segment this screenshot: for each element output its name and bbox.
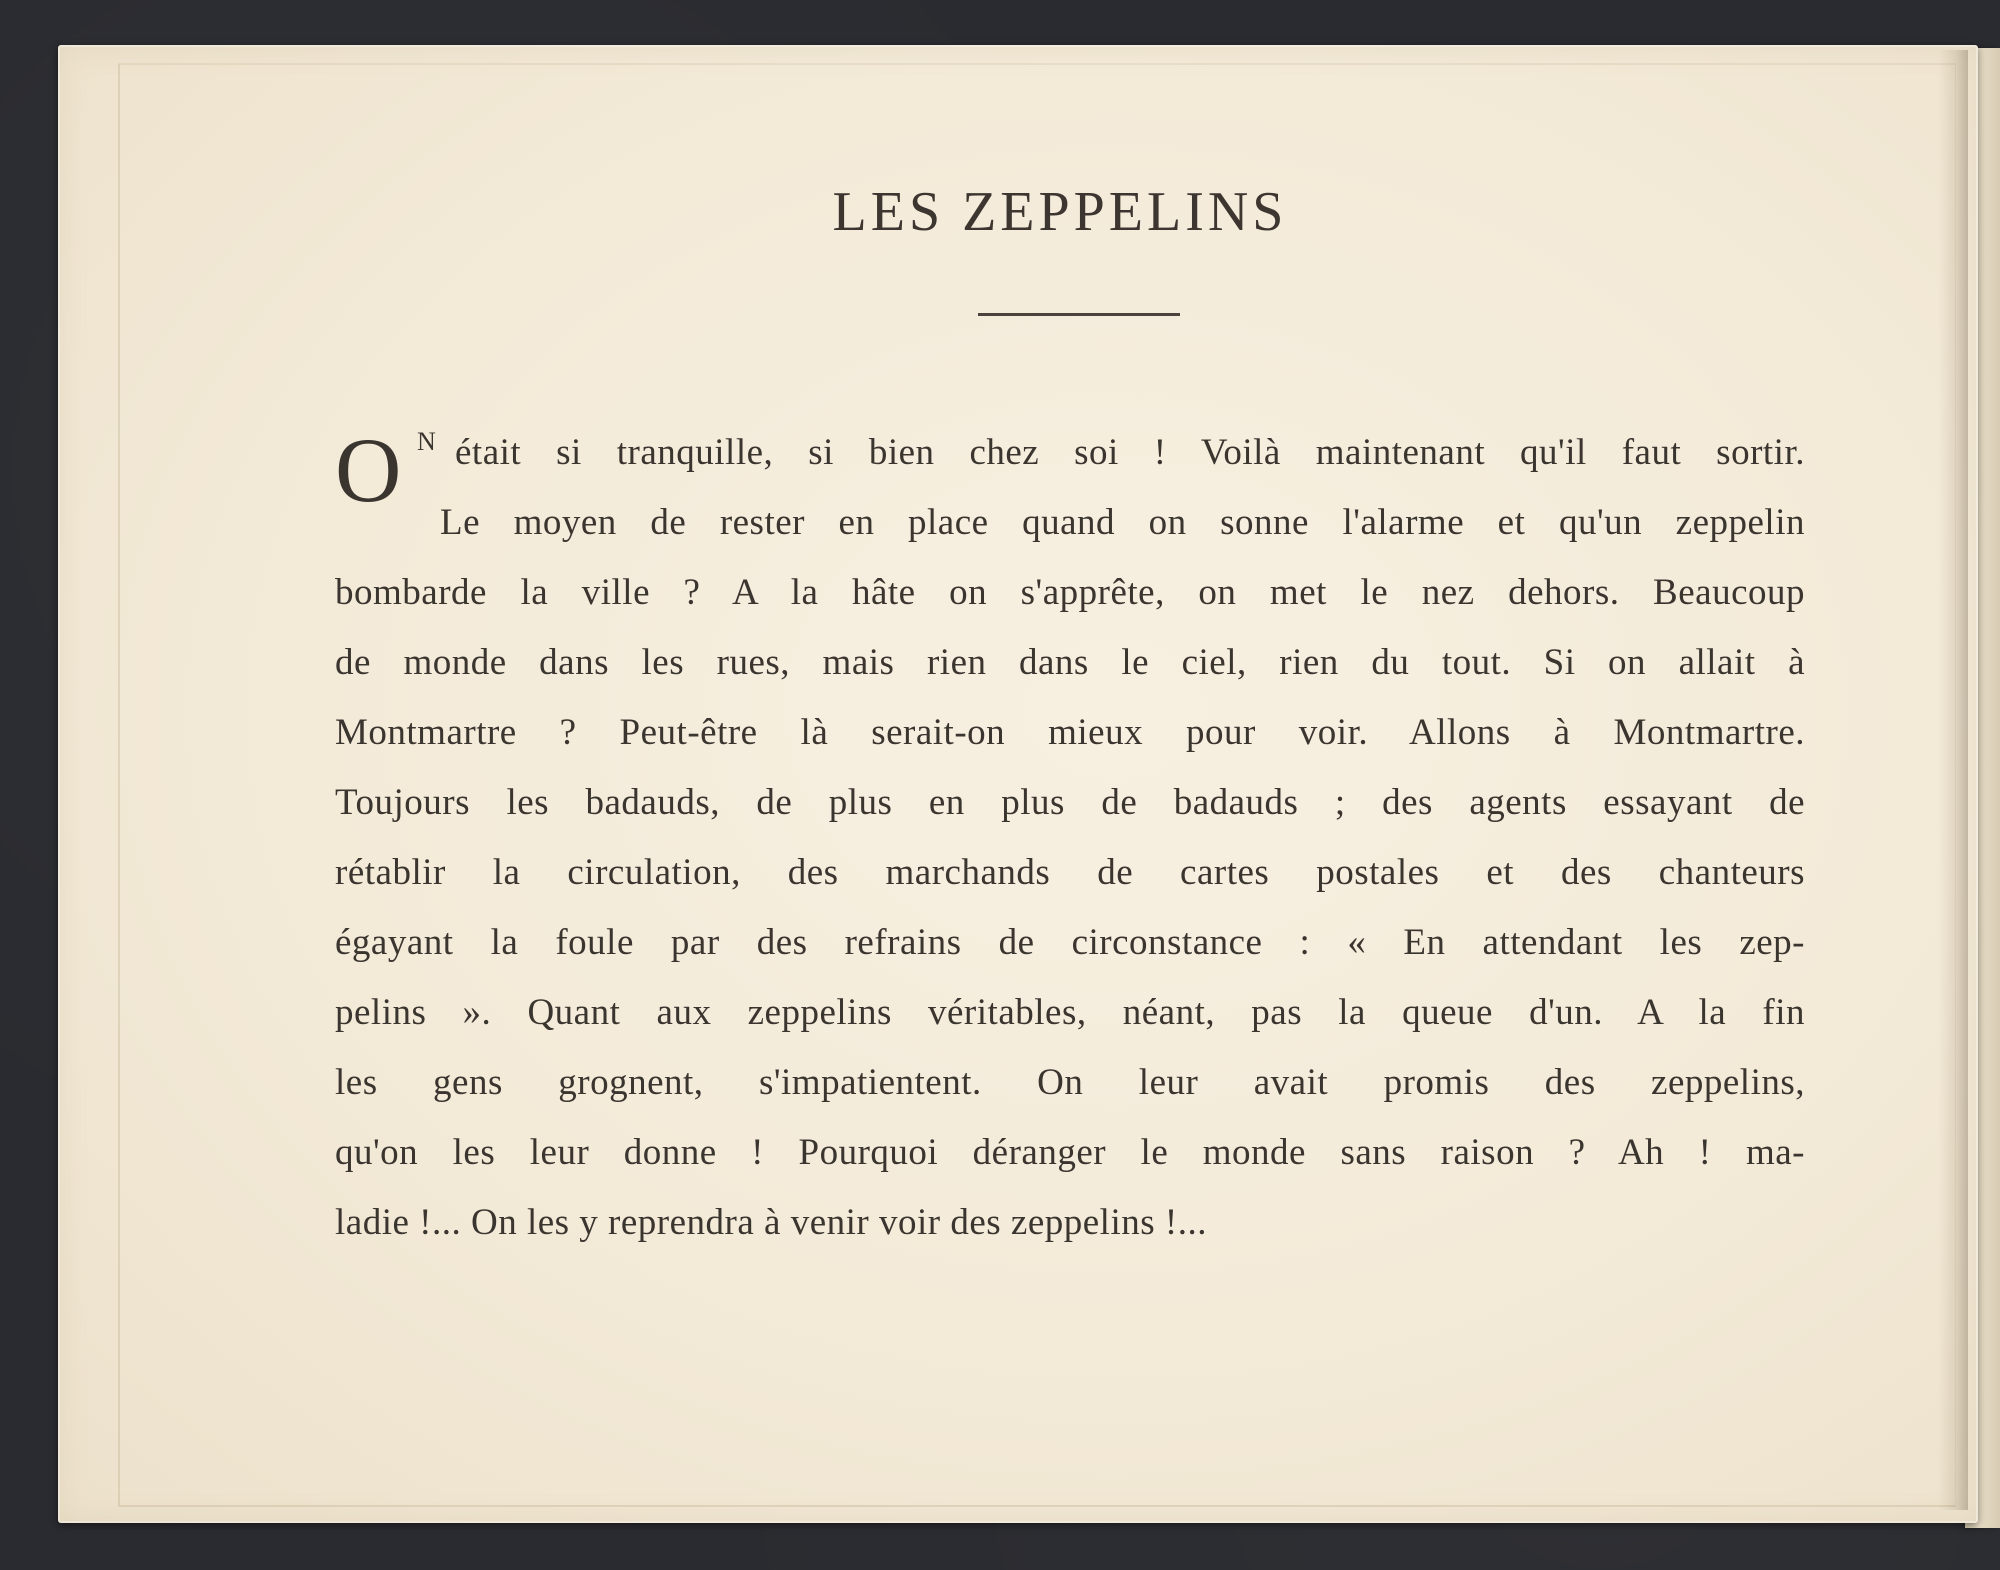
text-line: rétablir la circulation, des marchands de cartes postales et des chanteurs [335, 852, 1805, 893]
text-line: Toujours les badauds, de plus en plus de badauds ; des agents essayant de [335, 782, 1805, 823]
text-line: était si tranquille, si bien chez soi ! Voilà maintenant qu'il faut sortir. [455, 432, 1805, 473]
text-line: égayant la foule par des refrains de circonstance : « En attendant les zep- [335, 922, 1805, 963]
binding-fold-shadow [1938, 50, 1968, 1510]
text-line: qu'on les leur donne ! Pourquoi déranger le monde sans raison ? Ah ! ma- [335, 1132, 1805, 1173]
page-title: LES ZEPPELINS [832, 181, 1288, 243]
title-divider [978, 313, 1180, 316]
text-line: ladie !... On les y reprendra à venir voir des zeppelins !... [335, 1202, 1207, 1243]
text-line: bombarde la ville ? A la hâte on s'apprête, on met le nez dehors. Beaucoup [335, 572, 1805, 613]
small-cap: N [417, 427, 436, 456]
text-line: Le moyen de rester en place quand on sonne l'alarme et qu'un zeppelin [440, 502, 1805, 543]
drop-cap: O [335, 419, 402, 521]
text-line: pelins ». Quant aux zeppelins véritables, néant, pas la queue d'un. A la fin [335, 992, 1805, 1033]
text-line: de monde dans les rues, mais rien dans le ciel, rien du tout. Si on allait à [335, 642, 1805, 683]
text-line: les gens grognent, s'impatientent. On leur avait promis des zeppelins, [335, 1062, 1805, 1103]
text-line: Montmartre ? Peut-être là serait-on mieux pour voir. Allons à Montmartre. [335, 712, 1805, 753]
